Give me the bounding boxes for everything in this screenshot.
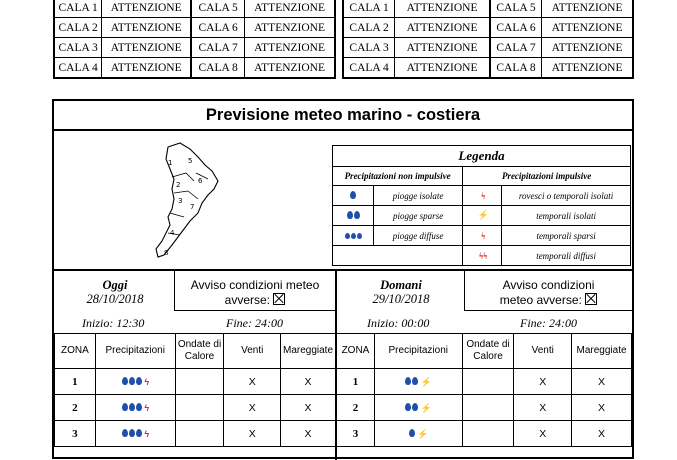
cala-name: CALA 3 [54,38,102,58]
table-row: 2 ϟ X X [55,395,336,421]
cala-name: CALA 8 [191,58,245,79]
legend-item: piogge sparse [374,206,463,226]
precip-icons: ⚡ [374,421,462,447]
today-inizio: Inizio: 12:30 [82,316,145,330]
header-zona: ZONA [337,334,375,369]
map-label-2: 2 [176,181,181,189]
legend-empty [333,246,463,266]
legend-item: piogge isolate [374,186,463,206]
legend-title: Legenda [333,146,631,167]
legend-header-non-impulsive: Precipitazioni non impulsive [333,167,463,186]
cala-name: CALA 3 [343,38,395,58]
map-label-7: 7 [190,203,195,211]
cala-name: CALA 2 [54,18,102,38]
cala-row [343,18,633,38]
map-label-1: 1 [168,159,173,167]
legend-item: rovesci o temporali isolati [502,186,631,206]
cala-status: ATTENZIONE [542,0,633,18]
header-mareggiate: Mareggiate [572,334,632,369]
today-label: Oggi 28/10/2018 [56,278,174,306]
tomorrow-fine: Fine: 24:00 [520,316,577,330]
cala-table-right [342,0,634,79]
legend-item: temporali sparsi [502,226,631,246]
cala-row [54,18,335,38]
map-label-8: 8 [164,249,169,257]
cala-status: ATTENZIONE [245,58,335,79]
storm-isolated-icon: ⚡ [463,206,502,226]
cala-table-left [53,0,336,79]
cala-status: ATTENZIONE [102,18,191,38]
cala-row [343,0,633,18]
tomorrow-label: Domani 29/10/2018 [338,278,464,306]
precip-icons: ϟ [95,421,175,447]
header-venti: Venti [224,334,281,369]
cala-status: ATTENZIONE [542,18,633,38]
tomorrow-inizio: Inizio: 00:00 [367,316,430,330]
table-row: 1 ϟ X X [55,369,336,395]
map-label-6: 6 [198,177,203,185]
map-label-3: 3 [178,197,183,205]
precip-icons: ϟ [95,369,175,395]
cala-status: ATTENZIONE [102,58,191,79]
legend-item: temporali diffusi [502,246,631,266]
cala-status: ATTENZIONE [245,0,335,18]
map-label-5: 5 [188,157,193,165]
today-avviso-checkbox[interactable] [273,293,285,305]
cala-name: CALA 1 [54,0,102,18]
table-row: 3 ⚡ X X [337,421,632,447]
tomorrow-avviso-checkbox[interactable] [585,293,597,305]
today-avviso: Avviso condizioni meteo avverse: [190,278,320,307]
header-precipitazioni: Precipitazioni [374,334,462,369]
cala-status: ATTENZIONE [395,58,490,79]
storm-diffuse-icon: ϟϟ [463,246,502,266]
cala-row [54,38,335,58]
cala-name: CALA 5 [490,0,542,18]
page-title: Previsione meteo marino - costiera [54,101,632,131]
cala-row [54,0,335,18]
drop-single-icon [333,186,374,206]
cala-name: CALA 2 [343,18,395,38]
header-precipitazioni: Precipitazioni [95,334,175,369]
header-mareggiate: Mareggiate [281,334,336,369]
header-ondate-calore: Ondate di Calore [462,334,514,369]
header-zona: ZONA [55,334,96,369]
legend-item: temporali isolati [502,206,631,226]
cala-name: CALA 4 [343,58,395,79]
cala-status: ATTENZIONE [395,18,490,38]
cala-status: ATTENZIONE [245,18,335,38]
tomorrow-avviso: Avviso condizioni meteo avverse: [465,278,632,308]
cala-status: ATTENZIONE [395,0,490,18]
today-date: 28/10/2018 [86,292,144,306]
cala-name: CALA 4 [54,58,102,79]
cala-row [343,38,633,58]
calabria-map [150,137,240,267]
cala-status: ATTENZIONE [102,38,191,58]
precip-icons: ⚡ [374,395,462,421]
legend-header-impulsive: Precipitazioni impulsive [463,167,631,186]
cala-name: CALA 8 [490,58,542,79]
table-row: 1 ⚡ X X [337,369,632,395]
cala-status: ATTENZIONE [102,0,191,18]
storm-sparse-icon: ϟ [463,226,502,246]
times-top-line-2 [464,310,632,311]
drop-double-icon [333,206,374,226]
legend-item: piogge diffuse [374,226,463,246]
precip-icons: ϟ [95,395,175,421]
cala-name: CALA 6 [191,18,245,38]
cala-status: ATTENZIONE [245,38,335,58]
cala-status: ATTENZIONE [542,58,633,79]
shower-storm-icon: ϟ [463,186,502,206]
map-label-4: 4 [170,229,175,237]
cala-name: CALA 7 [191,38,245,58]
times-top-line [174,310,336,311]
today-fine: Fine: 24:00 [226,316,283,330]
cala-row [343,58,633,79]
cala-status: ATTENZIONE [395,38,490,58]
header-ondate-calore: Ondate di Calore [175,334,224,369]
drop-triple-icon [333,226,374,246]
cala-status: ATTENZIONE [542,38,633,58]
legend-table [332,145,631,266]
precip-icons: ⚡ [374,369,462,395]
table-row: 3 ϟ X X [55,421,336,447]
table-row: 2 ⚡ X X [337,395,632,421]
cala-name: CALA 5 [191,0,245,18]
cala-name: CALA 7 [490,38,542,58]
zone-table-tomorrow [336,333,632,447]
tomorrow-date: 29/10/2018 [372,292,430,306]
header-venti: Venti [514,334,572,369]
zone-table-today [54,333,336,447]
cala-row [54,58,335,79]
cala-name: CALA 6 [490,18,542,38]
cala-name: CALA 1 [343,0,395,18]
